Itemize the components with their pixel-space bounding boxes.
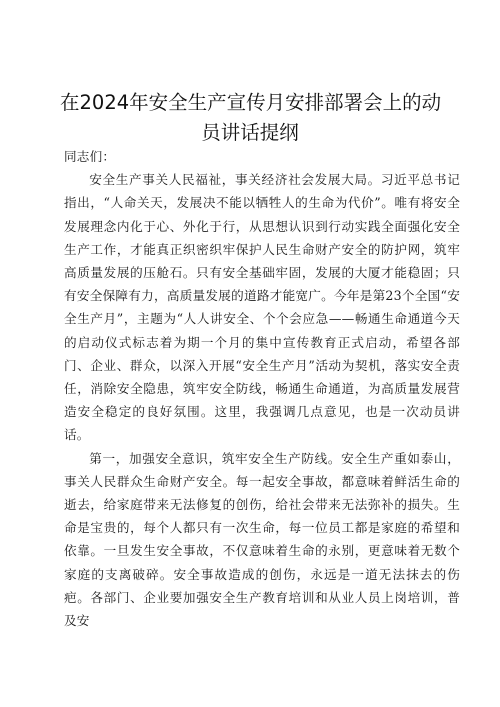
document-body [64,145,460,632]
document-title [60,88,440,148]
paragraph-point-one: 第一，加强安全意识，筑牢安全生产防线。安全生产重如泰山，事关人民群众生命财产安全。每一起安全事故，都意味着鲜活生命的逝去，给家庭带来无法修复的创伤，给社会带来无法弥补的损失。生命是宝贵的，每个人都只有一次生命，每一位员工都是家庭的希望和依靠。一旦发生安全事故，不仅意味着生命的永别，更意味着无数个家庭的支离破碎。安全事故造成的创伤，永远是一道无法抹去的伤疤。各部门、企业要加强安全生产教育培训和从业人员上岗培训，普及安 [64,450,460,629]
paragraph-intro: 安全生产事关人民福祉，事关经济社会发展大局。习近平总书记指出，“人命关天，发展决不能以牺牲人的生命为代价”。唯有将安全发展理念内化于心、外化于行，从思想认识到行动实践全面强化安全生产工作，才能真正织密织牢保护人民生命财产安全的防护网，筑牢高质量发展的压舱石。只有安全基础牢固，发展的大厦才能稳固；只有安全保障有力，高质量发展的道路才能宽广。今年是第23个全国“安全生产月”，主题为“人人讲安全、个个会应急——畅通生命通道今天的启动仪式标志着为期一个月的集中宣传教育正式启动，希望各部门、企业、群众，以深入开展“安全生产月”活动为契机，落实安全责任，消除安全隐患，筑牢安全防线，畅通生命通道，为高质量发展营造安全稳定的良好氛围。这里，我强调几点意见，也是一次动员讲话。 [64,172,460,443]
title-line-2: 员讲话提纲 [201,121,299,144]
title-line-1: 在2024年安全生产宣传月安排部署会上的动 [60,91,442,114]
salutation: 同志们： [64,149,116,164]
